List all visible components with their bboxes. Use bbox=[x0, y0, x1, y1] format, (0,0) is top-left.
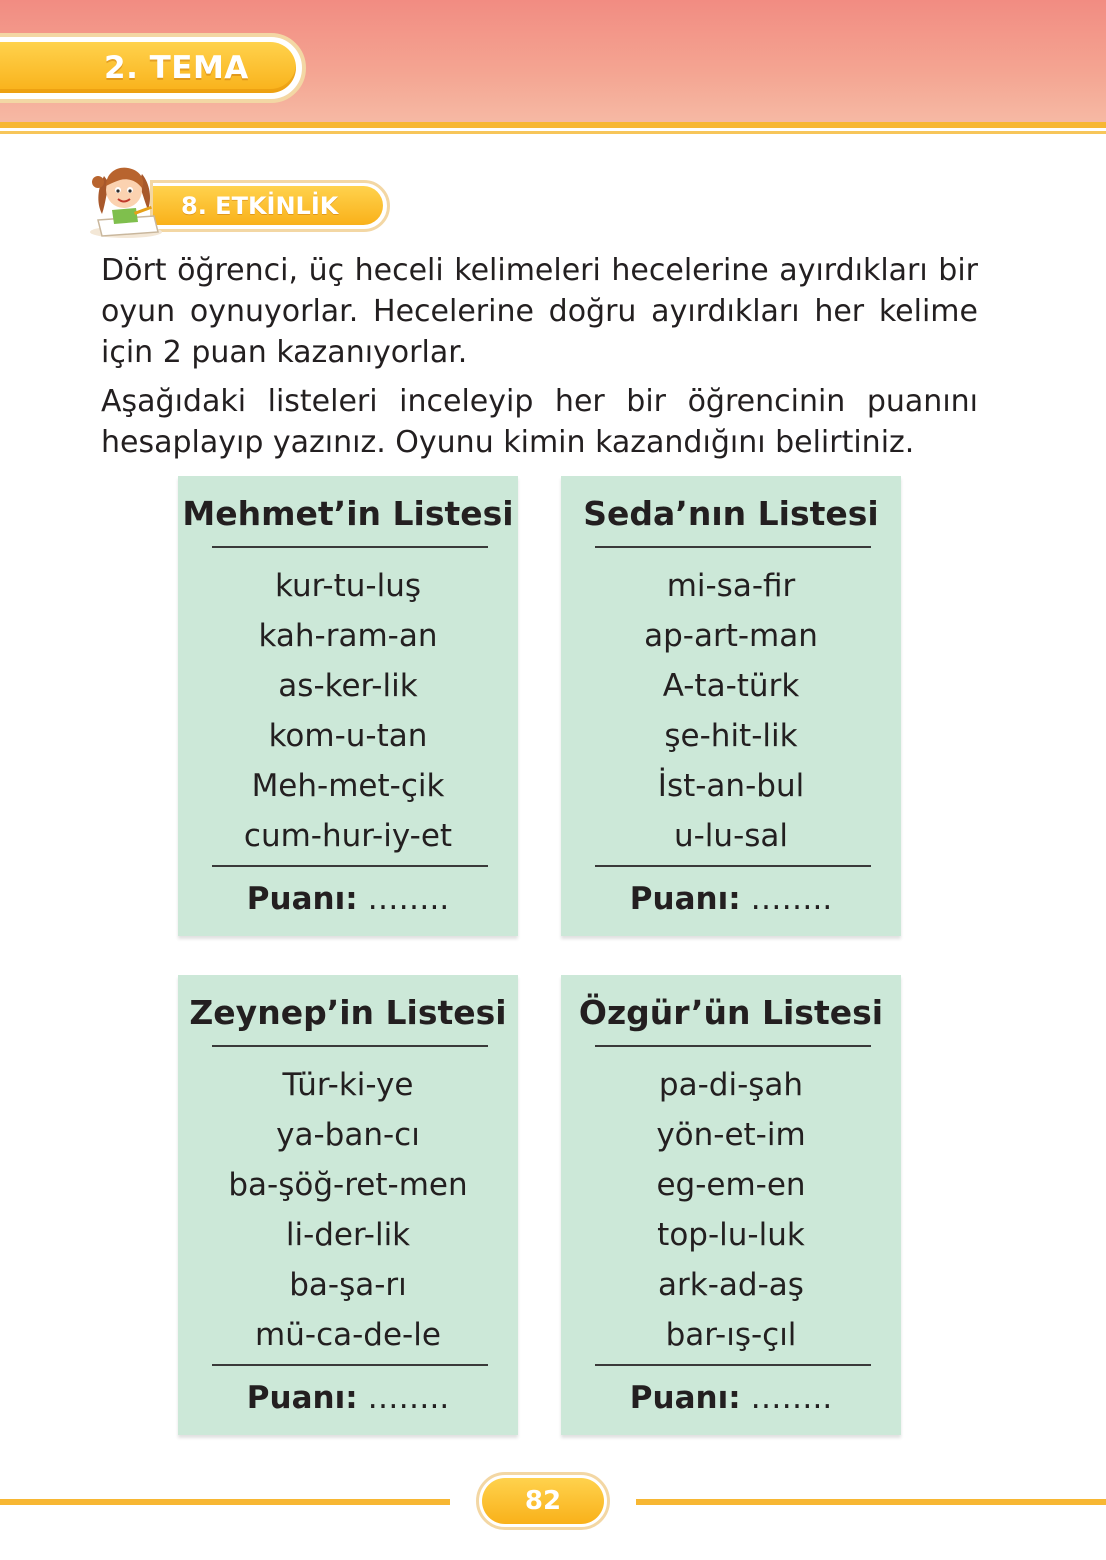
list-item: u-lu-sal bbox=[673, 818, 789, 854]
list-item: cum-hur-iy-et bbox=[243, 818, 453, 854]
card-divider bbox=[595, 865, 871, 867]
card-divider bbox=[212, 1364, 488, 1366]
list-item: top-lu-luk bbox=[657, 1217, 805, 1253]
card-title: Zeynep’in Listesi bbox=[189, 993, 507, 1032]
list-item: ba-şöğ-ret-men bbox=[228, 1167, 468, 1203]
list-item: ap-art-man bbox=[644, 618, 818, 654]
card-divider bbox=[212, 865, 488, 867]
score-blank[interactable]: …….. bbox=[367, 1380, 450, 1416]
score-line bbox=[178, 1380, 518, 1416]
list-item: ark-ad-aş bbox=[658, 1267, 804, 1303]
page-number-badge bbox=[476, 1472, 610, 1530]
list-item: şe-hit-lik bbox=[664, 718, 798, 754]
instruction-paragraph-1: Dört öğrenci, üç heceli kelimeleri hecelerine ayırdıkları bir oyun oynuyorlar. Hecelerine doğru ayırdıkları her kelime için 2 puan kazanıyorlar. bbox=[101, 253, 978, 370]
tema-label: 2. TEMA bbox=[104, 50, 249, 86]
list-item: pa-di-şah bbox=[658, 1067, 804, 1103]
list-item: Meh-met-çik bbox=[251, 768, 445, 804]
card-title: Seda’nın Listesi bbox=[583, 494, 879, 533]
page-number: 82 bbox=[524, 1486, 562, 1516]
word-list bbox=[178, 1060, 518, 1360]
card-title: Mehmet’in Listesi bbox=[182, 494, 514, 533]
word-list bbox=[178, 561, 518, 861]
instruction-paragraph-2: Aşağıdaki listeleri inceleyip her bir öğrencinin puanını hesaplayıp yazınız. Oyunu kimin kazandığını belirtiniz. bbox=[101, 384, 978, 460]
list-item: mi-sa-fir bbox=[666, 568, 796, 604]
list-item: ba-şa-rı bbox=[289, 1267, 407, 1303]
list-item: ya-ban-cı bbox=[276, 1117, 420, 1153]
word-list bbox=[561, 1060, 901, 1360]
activity-badge bbox=[150, 180, 390, 232]
list-item: İst-an-bul bbox=[657, 768, 805, 804]
list-item: bar-ış-çıl bbox=[665, 1317, 797, 1353]
list-card-seda bbox=[561, 476, 901, 936]
card-divider bbox=[595, 1045, 871, 1047]
score-line bbox=[561, 881, 901, 917]
score-label: Puanı: bbox=[246, 881, 358, 917]
list-item: as-ker-lik bbox=[278, 668, 418, 704]
card-divider bbox=[212, 1045, 488, 1047]
card-divider bbox=[595, 1364, 871, 1366]
card-divider bbox=[595, 546, 871, 548]
list-item: li-der-lik bbox=[285, 1217, 411, 1253]
list-item: eg-em-en bbox=[656, 1167, 806, 1203]
list-item: kom-u-tan bbox=[268, 718, 428, 754]
score-blank[interactable]: …….. bbox=[367, 881, 450, 917]
score-label: Puanı: bbox=[246, 1380, 358, 1416]
list-card-ozgur bbox=[561, 975, 901, 1435]
card-title: Özgür’ün Listesi bbox=[578, 993, 884, 1032]
footer-divider-left bbox=[0, 1499, 450, 1505]
header-divider bbox=[0, 122, 1106, 128]
footer-divider-right bbox=[636, 1499, 1106, 1505]
list-item: yön-et-im bbox=[656, 1117, 806, 1153]
score-blank[interactable]: …….. bbox=[750, 881, 833, 917]
list-item: kur-tu-luş bbox=[275, 568, 421, 604]
list-item: kah-ram-an bbox=[258, 618, 438, 654]
activity-label: 8. ETKİNLİK bbox=[181, 192, 339, 220]
word-list bbox=[561, 561, 901, 861]
score-line bbox=[178, 881, 518, 917]
card-divider bbox=[212, 546, 488, 548]
score-label: Puanı: bbox=[629, 1380, 741, 1416]
score-label: Puanı: bbox=[629, 881, 741, 917]
list-item: mü-ca-de-le bbox=[255, 1317, 441, 1353]
tema-badge bbox=[0, 33, 306, 103]
header-divider-thin bbox=[0, 131, 1106, 134]
score-blank[interactable]: …….. bbox=[750, 1380, 833, 1416]
list-card-zeynep bbox=[178, 975, 518, 1435]
list-card-mehmet bbox=[178, 476, 518, 936]
girl-writing-mascot-icon bbox=[84, 158, 168, 240]
score-line bbox=[561, 1380, 901, 1416]
list-item: A-ta-türk bbox=[662, 668, 800, 704]
list-item: Tür-ki-ye bbox=[282, 1067, 414, 1103]
